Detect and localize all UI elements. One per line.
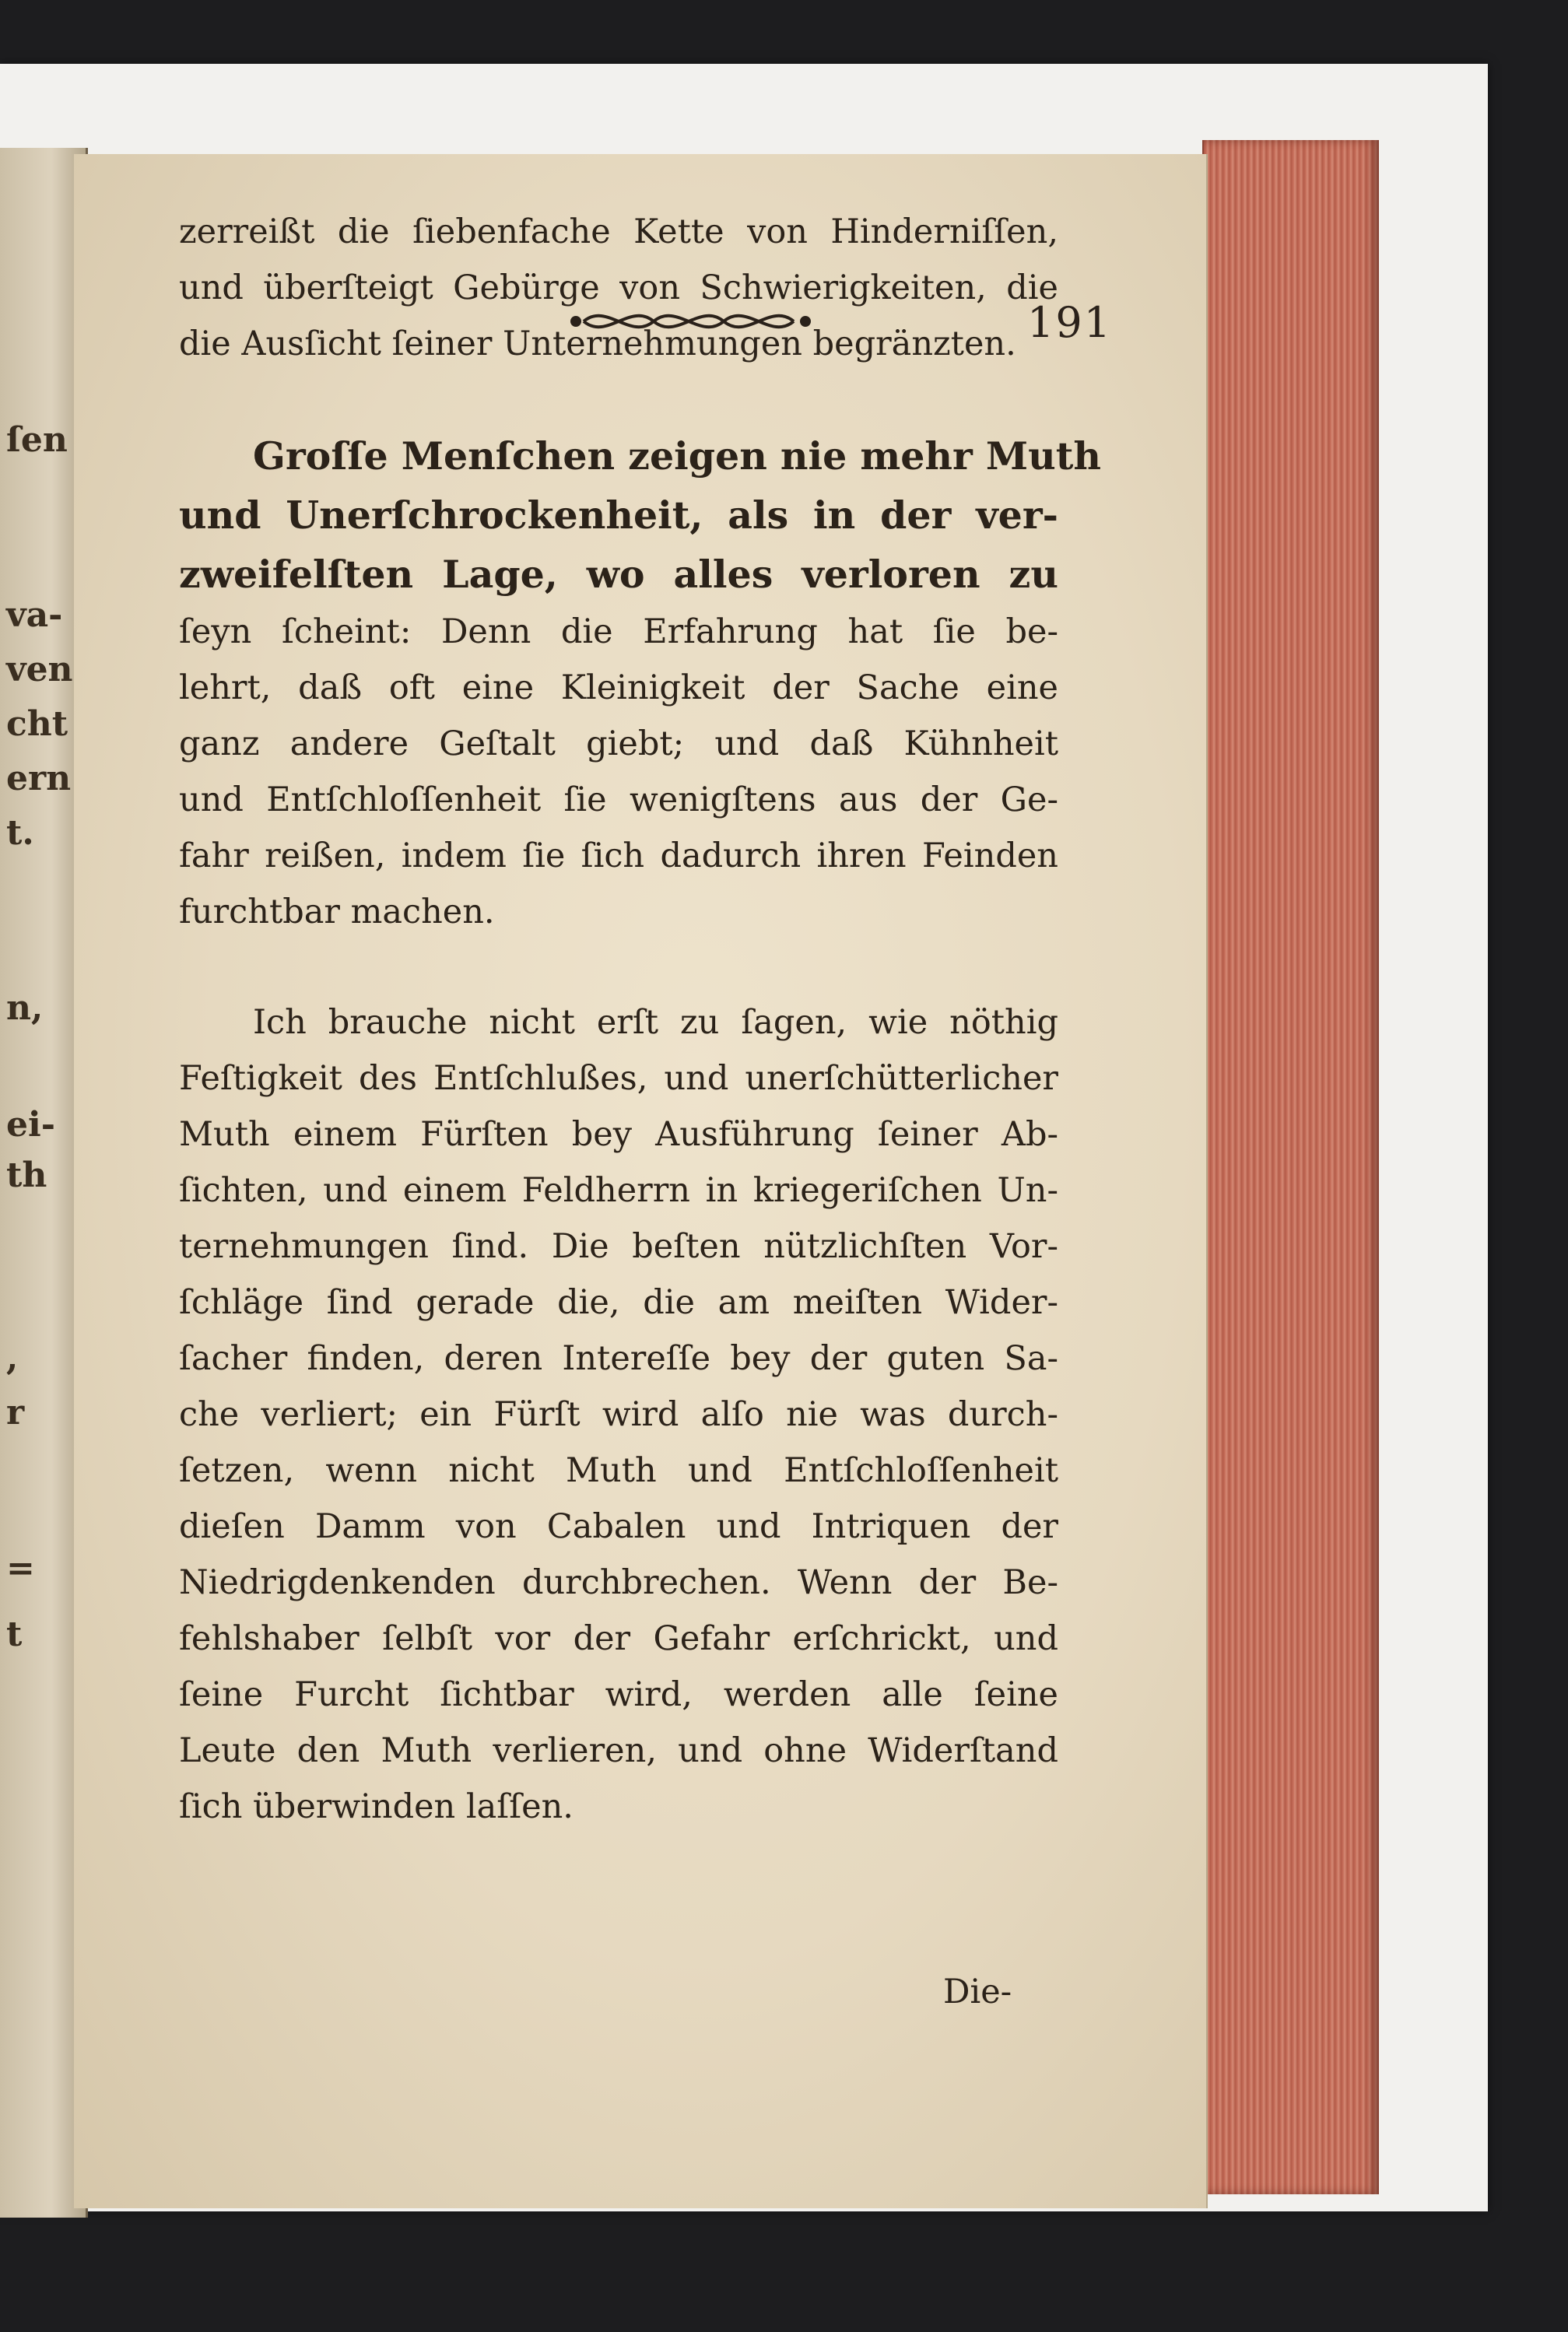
text-line: ſeyn ſcheint: Denn die Erfahrung hat ſie be- <box>179 612 1058 651</box>
text-line: lehrt, daß oft eine Kleinigkeit der Sache eine <box>179 668 1058 707</box>
text-line: Niedrigdenkenden durchbrechen. Wenn der Be- <box>179 1563 1058 1602</box>
left-page-fragment: cht <box>6 704 68 744</box>
text-line: und Unerſchrockenheit, als in der ver- <box>179 493 1058 538</box>
text-line: ſacher finden, deren Intereſſe bey der guten Sa- <box>179 1339 1058 1378</box>
left-page-fragment: , <box>6 1338 19 1378</box>
text-line: furchtbar machen. <box>179 892 495 931</box>
text-line: fahr reißen, indem ſie ſich dadurch ihren Feinden <box>179 836 1058 875</box>
left-page-fragment: ven <box>6 650 73 689</box>
text-line: ſchläge ſind gerade die, die am meiſten Wider- <box>179 1283 1058 1322</box>
left-page-fragment: t. <box>6 813 34 853</box>
text-line: Ich brauche nicht erſt zu ſagen, wie nöthig <box>253 1003 1058 1042</box>
left-page-fragment: ſen <box>6 420 68 460</box>
left-page-fragment: t <box>6 1615 23 1654</box>
text-line: ganz andere Geſtalt giebt; und daß Kühnheit <box>179 724 1058 763</box>
text-line: ſichten, und einem Feldherrn in kriegeriſchen Un- <box>179 1171 1058 1210</box>
left-page-fragment: va- <box>6 595 63 635</box>
text-line: dieſen Damm von Cabalen und Intriquen der <box>179 1507 1058 1546</box>
text-line: die Ausſicht ſeiner Unternehmungen begränzten. <box>179 324 1016 363</box>
text-line: Muth einem Fürſten bey Ausführung ſeiner Ab- <box>179 1115 1058 1154</box>
text-line: fehlshaber ſelbſt vor der Gefahr erſchrickt, und <box>179 1619 1058 1658</box>
text-line: Groſſe Menſchen zeigen nie mehr Muth <box>253 433 1102 479</box>
text-line: ternehmungen ſind. Die beſten nützlichſten Vor- <box>179 1227 1058 1266</box>
left-page-fragment: r <box>6 1393 25 1433</box>
left-page-fragment: ei- <box>6 1105 55 1145</box>
text-line: zweifelſten Lage, wo alles verloren zu <box>179 552 1058 597</box>
text-line: che verliert; ein Fürſt wird alſo nie was durch- <box>179 1395 1058 1434</box>
text-line: Feſtigkeit des Entſchlußes, und unerſchütterlicher <box>179 1059 1058 1098</box>
text-line: ſich überwinden laſſen. <box>179 1787 574 1826</box>
catchword: Die- <box>943 1973 1012 2011</box>
text-line: und Entſchloſſenheit ſie wenigſtens aus der Ge- <box>179 780 1058 819</box>
page-block-edge <box>1202 140 1379 2194</box>
text-line: ſetzen, wenn nicht Muth und Entſchloſſenheit <box>179 1451 1058 1490</box>
left-page-fragment: ern <box>6 759 72 798</box>
page-number: 191 <box>1027 298 1113 347</box>
text-line: zerreißt die ſiebenfache Kette von Hinderniſſen, <box>179 212 1058 251</box>
left-page-fragment: n, <box>6 988 44 1028</box>
left-page-fragment: th <box>6 1155 47 1195</box>
text-line: Leute den Muth verlieren, und ohne Widerſtand <box>179 1731 1058 1770</box>
left-page-fragment: = <box>6 1548 35 1588</box>
text-line: und überſteigt Gebürge von Schwierigkeiten, die <box>179 268 1058 307</box>
text-line: ſeine Furcht ſichtbar wird, werden alle ſeine <box>179 1675 1058 1714</box>
